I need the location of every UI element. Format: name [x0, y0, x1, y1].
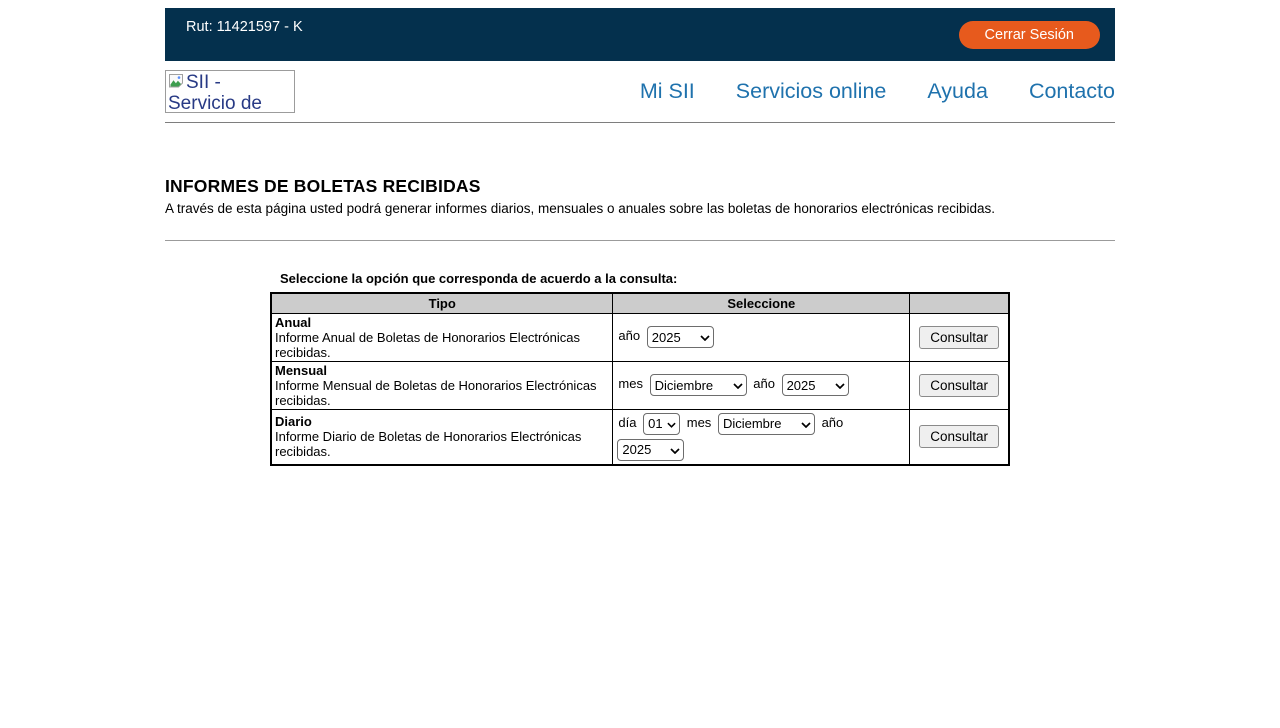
table-header-row	[271, 293, 1009, 313]
seleccione-cell	[613, 313, 910, 361]
nav-mi-sii[interactable]: Mi SII	[639, 79, 695, 103]
mes-label: mes	[618, 376, 643, 392]
mes-label: mes	[686, 414, 712, 430]
action-cell	[910, 409, 1009, 465]
table-row-anual	[271, 313, 1009, 361]
type-description: Informe Diario de Boletas de Honorarios Electrónicas recibidas.	[275, 429, 582, 459]
type-title: Anual	[275, 314, 312, 330]
consulta-caption: Seleccione la opción que corresponda de acuerdo a la consulta:	[280, 271, 678, 286]
table-row-diario	[271, 409, 1009, 465]
mensual-mes-select[interactable]	[650, 374, 747, 396]
seleccione-cell	[613, 361, 910, 409]
consultar-anual-button[interactable]: Consultar	[919, 326, 999, 349]
diario-dia-select[interactable]	[643, 413, 680, 435]
column-header-tipo: Tipo	[271, 293, 613, 313]
column-header-seleccione: Seleccione	[613, 293, 910, 313]
page-container	[165, 8, 1115, 466]
logout-button[interactable]: Cerrar Sesión	[959, 21, 1100, 49]
nav-ayuda[interactable]: Ayuda	[927, 79, 988, 103]
page-intro: A través de esta página usted podrá generar informes diarios, mensuales o anuales sobre las boletas de honorarios electrónicas recibidas.	[165, 201, 995, 216]
header-row	[165, 61, 1115, 123]
seleccione-cell	[613, 409, 910, 465]
type-description: Informe Mensual de Boletas de Honorarios Electrónicas recibidas.	[275, 377, 597, 408]
action-cell	[910, 313, 1009, 361]
main-nav	[640, 61, 1115, 122]
nav-contacto[interactable]: Contacto	[1028, 79, 1115, 103]
mensual-ano-select[interactable]	[782, 374, 849, 396]
section-divider	[165, 240, 1115, 241]
consultar-mensual-button[interactable]: Consultar	[919, 374, 999, 397]
type-title: Mensual	[275, 362, 328, 378]
ano-label: año	[821, 414, 844, 430]
ano-label: año	[618, 328, 641, 344]
nav-servicios-online[interactable]: Servicios online	[735, 79, 887, 103]
logo-alt-text: SII - Servicio de	[168, 72, 262, 113]
anual-ano-select[interactable]	[647, 326, 714, 348]
type-description: Informe Anual de Boletas de Honorarios Electrónicas recibidas.	[275, 329, 580, 360]
column-header-accion	[910, 293, 1009, 313]
ano-label: año	[753, 376, 775, 392]
page-title: INFORMES DE BOLETAS RECIBIDAS	[165, 176, 481, 196]
session-bar	[165, 8, 1115, 61]
dia-label: día	[618, 414, 637, 430]
consulta-section	[270, 271, 1010, 466]
tipo-cell	[271, 361, 613, 409]
diario-mes-select[interactable]	[718, 413, 815, 435]
sii-logo-image[interactable]	[165, 70, 295, 113]
action-cell	[910, 361, 1009, 409]
diario-ano-select[interactable]	[617, 439, 684, 461]
tipo-cell	[271, 409, 613, 465]
type-title: Diario	[275, 414, 312, 429]
consultar-diario-button[interactable]: Consultar	[919, 425, 999, 448]
broken-image-icon	[168, 73, 185, 90]
consulta-table	[270, 292, 1010, 466]
tipo-cell	[271, 313, 613, 361]
table-row-mensual	[271, 361, 1009, 409]
rut-text: Rut: 11421597 - K	[186, 19, 303, 35]
